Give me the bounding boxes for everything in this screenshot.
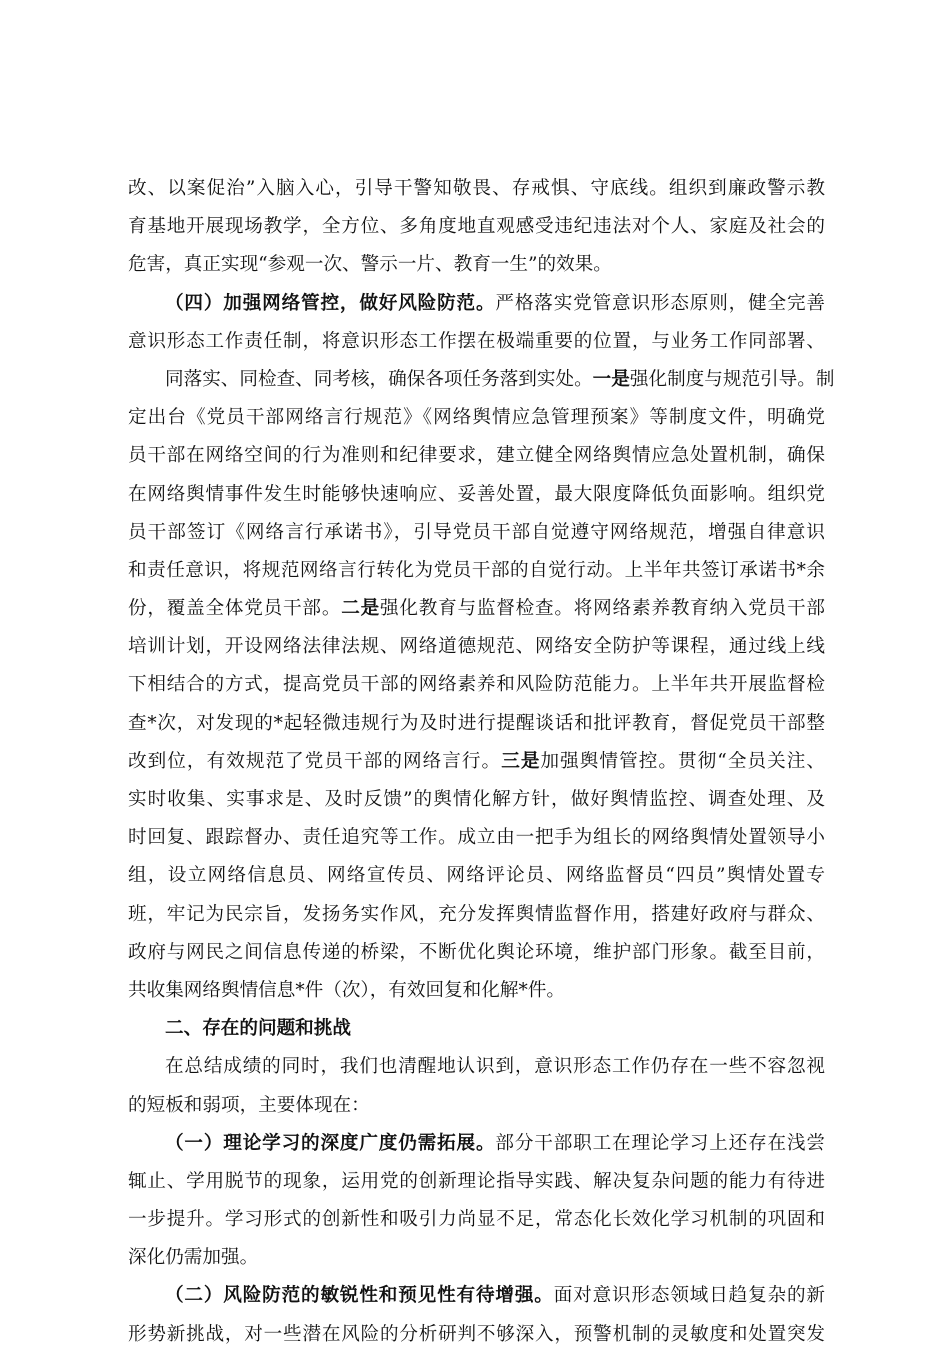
text-line bbox=[128, 972, 825, 1010]
text-run: 份，覆盖全体党员干部。 bbox=[128, 598, 342, 620]
text-line bbox=[128, 934, 825, 972]
text-line bbox=[128, 857, 825, 895]
text-line bbox=[128, 1316, 825, 1354]
document-body bbox=[128, 170, 835, 1354]
bold-text-run: 三是 bbox=[501, 750, 541, 772]
text-run: 一步提升。学习形式的创新性和吸引力尚显不足，常态化长效化学习机制的巩固和 bbox=[128, 1209, 825, 1231]
text-run: 强化教育与监督检查。将网络素养教育纳入党员干部 bbox=[379, 598, 825, 620]
text-line bbox=[128, 705, 825, 743]
text-line bbox=[128, 246, 825, 284]
bold-text-run: （二）风险防范的敏锐性和预见性有待增强。 bbox=[165, 1285, 554, 1307]
text-run: 定出台《党员干部网络言行规范》《网络舆情应急管理预案》等制度文件，明确党 bbox=[128, 407, 825, 429]
text-run: 育基地开展现场教学，全方位、多角度地直观感受违纪违法对个人、家庭及社会的 bbox=[128, 216, 825, 238]
text-run: 部分干部职工在理论学习上还存在浅尝 bbox=[495, 1132, 825, 1154]
text-line bbox=[128, 781, 825, 819]
text-run: 查*次，对发现的*起轻微违规行为及时进行提醒谈话和批评教育，督促党员干部整 bbox=[128, 712, 825, 734]
text-line bbox=[128, 476, 825, 514]
text-line bbox=[128, 1087, 825, 1125]
text-run: 和责任意识，将规范网络言行转化为党员干部的自觉行动。上半年共签订承诺书*余 bbox=[128, 559, 825, 581]
text-line bbox=[128, 1201, 825, 1239]
text-line bbox=[128, 590, 825, 628]
text-run: 的短板和弱项，主要体现在： bbox=[128, 1094, 370, 1116]
bold-text-run: 二是 bbox=[341, 598, 380, 620]
text-run: 意识形态工作责任制，将意识形态工作摆在极端重要的位置，与业务工作同部署、 bbox=[128, 330, 825, 352]
text-run: 班，牢记为民宗旨，发扬务实作风，充分发挥舆情监督作用，搭建好政府与群众、 bbox=[128, 903, 825, 925]
text-line bbox=[128, 1125, 825, 1163]
text-run: 时回复、跟踪督办、责任追究等工作。成立由一把手为组长的网络舆情处置领导小 bbox=[128, 827, 825, 849]
text-run: 加强舆情管控。贯彻“全员关注、 bbox=[540, 750, 825, 772]
text-line bbox=[128, 170, 825, 208]
text-line bbox=[128, 323, 825, 361]
text-line bbox=[128, 1239, 825, 1277]
bold-text-run: （一）理论学习的深度广度仍需拓展。 bbox=[165, 1132, 496, 1154]
text-run: 深化仍需加强。 bbox=[128, 1247, 259, 1269]
text-run: 改、以案促治”入脑入心，引导干警知敬畏、存戒惧、守底线。组织到廉政警示教 bbox=[128, 178, 825, 199]
text-run: 形势新挑战，对一些潜在风险的分析研判不够深入，预警机制的灵敏度和处置突发 bbox=[128, 1323, 825, 1345]
text-run: 政府与网民之间信息传递的桥梁，不断优化舆论环境，维护部门形象。截至目前， bbox=[128, 941, 825, 963]
text-run: 在网络舆情事件发生时能够快速响应、妥善处置，最大限度降低负面影响。组织党 bbox=[128, 483, 825, 505]
text-line bbox=[128, 1048, 825, 1086]
text-run: 面对意识形态领域日趋复杂的新 bbox=[553, 1285, 825, 1307]
text-line bbox=[128, 896, 825, 934]
text-line bbox=[128, 819, 825, 857]
text-line bbox=[128, 1163, 825, 1201]
text-run: 共收集网络舆情信息*件（次），有效回复和化解*件。 bbox=[128, 979, 565, 1001]
text-run: 严格落实党管意识形态原则，健全完善 bbox=[495, 292, 825, 314]
text-run: 实时收集、实事求是、及时反馈”的舆情化解方针，做好舆情监控、调查处理、及 bbox=[128, 789, 825, 810]
text-run: 下相结合的方式，提高党员干部的网络素养和风险防范能力。上半年共开展监督检 bbox=[128, 674, 825, 696]
text-line bbox=[128, 285, 825, 323]
text-line bbox=[128, 361, 835, 399]
bold-text-run: （四）加强网络管控，做好风险防范。 bbox=[165, 292, 496, 314]
text-run: 员干部在网络空间的行为准则和纪律要求，建立健全网络舆情应急处置机制，确保 bbox=[128, 445, 825, 467]
text-line bbox=[128, 628, 825, 666]
text-run: 组，设立网络信息员、网络宣传员、网络评论员、网络监督员“四员”舆情处置专 bbox=[128, 865, 825, 887]
text-line bbox=[128, 1010, 825, 1048]
text-run: 改到位，有效规范了党员干部的网络言行。 bbox=[128, 750, 502, 772]
text-line bbox=[128, 1277, 825, 1315]
text-line bbox=[128, 208, 825, 246]
text-run: 培训计划，开设网络法律法规、网络道德规范、网络安全防护等课程，通过线上线 bbox=[128, 636, 825, 658]
bold-text-run: 一是 bbox=[592, 368, 630, 390]
text-line bbox=[128, 743, 825, 781]
text-line bbox=[128, 437, 825, 475]
text-run: 同落实、同检查、同考核，确保各项任务落到实处。 bbox=[165, 368, 593, 390]
text-run: 强化制度与规范引导。制 bbox=[629, 368, 835, 390]
text-run: 辄止、学用脱节的现象，运用党的创新理论指导实践、解决复杂问题的能力有待进 bbox=[128, 1170, 825, 1192]
text-line bbox=[128, 399, 825, 437]
text-run: 员干部签订《网络言行承诺书》，引导党员干部自觉遵守网络规范，增强自律意识 bbox=[128, 521, 825, 543]
bold-text-run: 二、存在的问题和挑战 bbox=[165, 1018, 351, 1040]
text-run: 在总结成绩的同时，我们也清醒地认识到，意识形态工作仍存在一些不容忽视 bbox=[165, 1056, 825, 1078]
text-line bbox=[128, 552, 825, 590]
text-line bbox=[128, 514, 825, 552]
text-line bbox=[128, 666, 825, 704]
text-run: 危害，真正实现“参观一次、警示一片、教育一生”的效果。 bbox=[128, 254, 612, 276]
